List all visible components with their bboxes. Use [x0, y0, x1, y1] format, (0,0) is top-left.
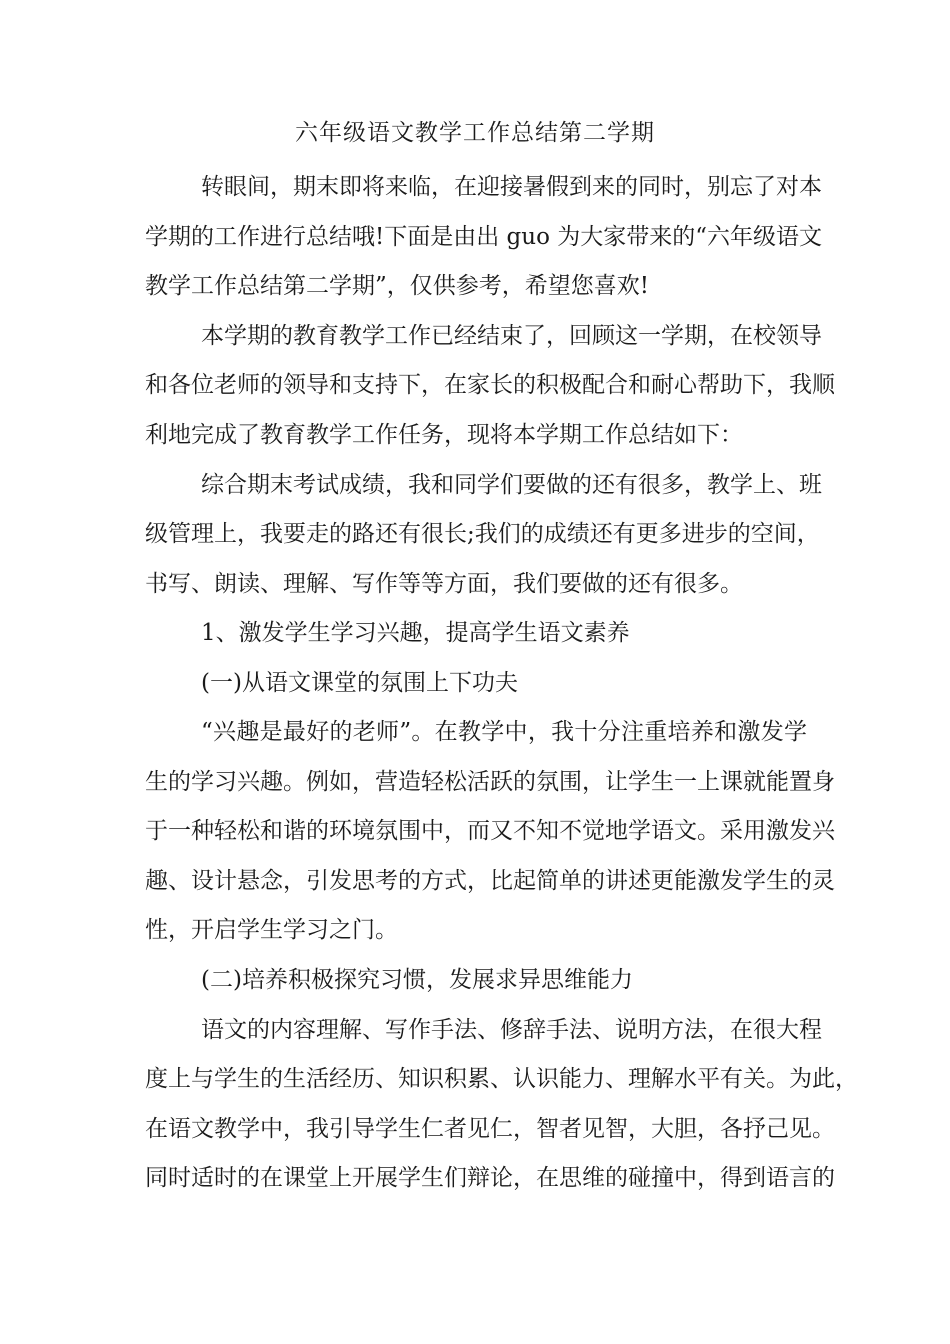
paragraph-line: 本学期的教育教学工作已经结束了，回顾这一学期，在校领导 — [201, 323, 822, 349]
paragraph-line: 度上与学生的生活经历、知识积累、认识能力、理解水平有关。为此， — [145, 1066, 858, 1092]
subsection-heading: (二)培养积极探究习惯，发展求异思维能力 — [201, 967, 633, 993]
document-title: 六年级语文教学工作总结第二学期 — [295, 120, 655, 146]
paragraph-line: 教学工作总结第二学期”，仅供参考，希望您喜欢! — [145, 273, 650, 299]
paragraph-line: 生的学习兴趣。例如，营造轻松活跃的氛围，让学生一上课就能置身 — [145, 769, 835, 795]
paragraph-line: 转眼间，期末即将来临，在迎接暑假到来的同时，别忘了对本 — [201, 174, 822, 200]
paragraph-line: 学期的工作进行总结哦!下面是由出 guo 为大家带来的“六年级语文 — [145, 224, 823, 250]
paragraph-line: 综合期末考试成绩，我和同学们要做的还有很多，教学上、班 — [201, 472, 822, 498]
paragraph-line: 级管理上，我要走的路还有很长;我们的成绩还有更多进步的空间， — [145, 521, 820, 547]
paragraph-line: 趣、设计悬念，引发思考的方式，比起简单的讲述更能激发学生的灵 — [145, 868, 835, 894]
section-heading: 1、激发学生学习兴趣，提高学生语文素养 — [201, 620, 630, 646]
paragraph-line: 和各位老师的领导和支持下，在家长的积极配合和耐心帮助下，我顺 — [145, 372, 835, 398]
paragraph-line: 语文的内容理解、写作手法、修辞手法、说明方法，在很大程 — [201, 1017, 822, 1043]
paragraph-line: “兴趣是最好的老师”。在教学中，我十分注重培养和激发学 — [201, 719, 807, 745]
paragraph-line: 同时适时的在课堂上开展学生们辩论，在思维的碰撞中，得到语言的 — [145, 1165, 835, 1191]
paragraph-line: 在语文教学中，我引导学生仁者见仁，智者见智，大胆，各抒己见。 — [145, 1116, 835, 1142]
paragraph-line: 利地完成了教育教学工作任务，现将本学期工作总结如下： — [145, 422, 743, 448]
paragraph-line: 于一种轻松和谐的环境氛围中，而又不知不觉地学语文。采用激发兴 — [145, 818, 835, 844]
paragraph-line: 书写、朗读、理解、写作等等方面，我们要做的还有很多。 — [145, 571, 743, 597]
paragraph-line: 性，开启学生学习之门。 — [145, 917, 398, 943]
subsection-heading: (一)从语文课堂的氛围上下功夫 — [201, 670, 518, 696]
